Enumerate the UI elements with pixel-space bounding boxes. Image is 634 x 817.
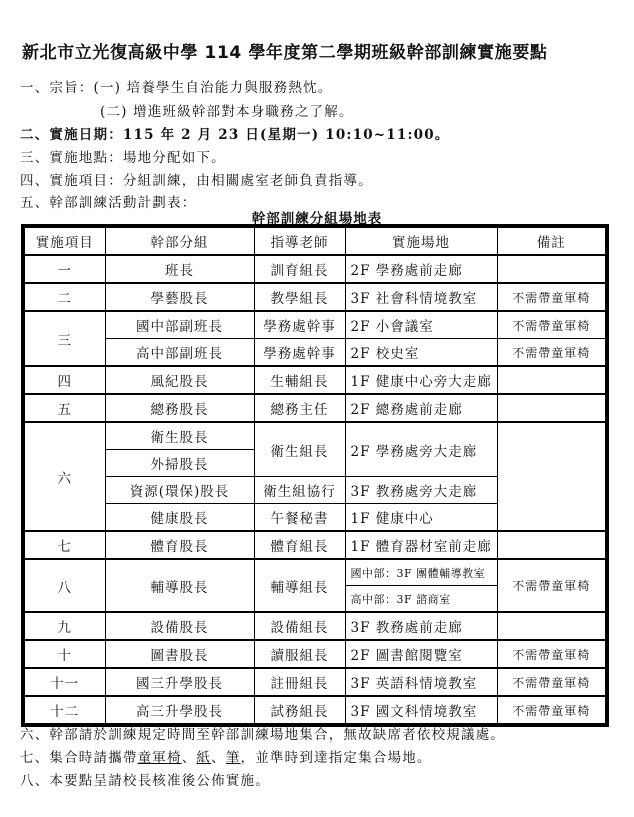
row-note: 不需帶童軍椅 bbox=[497, 668, 607, 696]
table-row bbox=[23, 283, 607, 311]
row-group: 圖書股長 bbox=[105, 640, 254, 668]
table-row bbox=[23, 366, 607, 394]
row-note bbox=[497, 255, 607, 283]
header-teacher: 指導老師 bbox=[254, 226, 345, 255]
row-teacher: 衛生組協行 bbox=[254, 477, 345, 504]
row-note bbox=[497, 394, 607, 422]
table-row bbox=[23, 255, 607, 283]
header-item: 實施項目 bbox=[23, 226, 105, 255]
date-line: 二、實施日期：115 年 2 月 23 日(星期一) 10:10~11:00。 bbox=[20, 127, 450, 143]
row-location: 3F 教務處前走廊 bbox=[345, 612, 497, 640]
table-row bbox=[23, 559, 607, 586]
row-group: 國三升學股長 bbox=[105, 668, 254, 696]
items-line: 四、實施項目：分組訓練，由相關處室老師負責指導。 bbox=[20, 173, 373, 189]
training-venue-table bbox=[21, 224, 609, 727]
table-header-row bbox=[23, 226, 607, 255]
row-note bbox=[497, 422, 607, 531]
table-caption: 幹部訓練分組場地表 bbox=[251, 211, 383, 227]
row-item: 八 bbox=[23, 559, 105, 612]
row-location: 3F 國文科情境教室 bbox=[345, 696, 497, 725]
footer-line-seven bbox=[20, 746, 432, 766]
row-teacher: 總務主任 bbox=[254, 394, 345, 422]
table-row bbox=[23, 612, 607, 640]
row-group: 高三升學股長 bbox=[105, 696, 254, 725]
row-group: 輔導股長 bbox=[105, 559, 254, 612]
row-location: 1F 體育器材室前走廊 bbox=[345, 531, 497, 559]
plan-line: 五、幹部訓練活動計劃表： bbox=[20, 195, 197, 211]
row-item: 七 bbox=[23, 531, 105, 559]
row-note: 不需帶童軍椅 bbox=[497, 559, 607, 612]
row-item: 二 bbox=[23, 283, 105, 311]
purpose-line-2: (二) 增進班級幹部對本身職務之了解。 bbox=[100, 104, 354, 120]
table-row bbox=[23, 696, 607, 725]
header-note: 備註 bbox=[497, 226, 607, 255]
row-teacher: 教學組長 bbox=[254, 283, 345, 311]
row-group: 高中部副班長 bbox=[105, 339, 254, 367]
row-location: 2F 圖書館閱覽室 bbox=[345, 640, 497, 668]
row-teacher: 註冊組長 bbox=[254, 668, 345, 696]
seven-suffix: ，並準時到達指定集合場地。 bbox=[240, 750, 432, 766]
row-item: 一 bbox=[23, 255, 105, 283]
row-teacher: 試務組長 bbox=[254, 696, 345, 725]
row-location: 高中部：3F 諮商室 bbox=[345, 586, 497, 613]
row-location: 國中部：3F 團體輔導教室 bbox=[345, 559, 497, 586]
row-teacher: 訓育組長 bbox=[254, 255, 345, 283]
row-note: 不需帶童軍椅 bbox=[497, 283, 607, 311]
footer-line-eight: 八、本要點呈請校長核准後公佈實施。 bbox=[20, 773, 270, 789]
separator: 、 bbox=[211, 750, 226, 766]
row-item: 十一 bbox=[23, 668, 105, 696]
row-location: 2F 校史室 bbox=[345, 339, 497, 367]
location-line: 三、實施地點：場地分配如下。 bbox=[20, 150, 226, 166]
row-note bbox=[497, 612, 607, 640]
row-item: 三 bbox=[23, 311, 105, 366]
row-group: 風紀股長 bbox=[105, 366, 254, 394]
row-note bbox=[497, 531, 607, 559]
table-row bbox=[23, 531, 607, 559]
item-scout-chair: 童軍椅 bbox=[137, 750, 182, 766]
row-location: 2F 學務處旁大走廊 bbox=[345, 422, 497, 477]
row-location: 1F 健康中心 bbox=[345, 504, 497, 532]
row-group: 班長 bbox=[105, 255, 254, 283]
row-teacher: 讀服組長 bbox=[254, 640, 345, 668]
row-teacher: 輔導組長 bbox=[254, 559, 345, 612]
purpose-line-1: 一、宗旨：(一) 培養學生自治能力與服務熱忱。 bbox=[20, 80, 333, 96]
row-teacher: 學務處幹事 bbox=[254, 339, 345, 367]
row-item: 四 bbox=[23, 366, 105, 394]
seven-prefix: 七、集合時請攜帶 bbox=[20, 750, 138, 766]
row-group: 國中部副班長 bbox=[105, 311, 254, 339]
table-row bbox=[23, 422, 607, 450]
row-teacher: 生輔組長 bbox=[254, 366, 345, 394]
row-item: 九 bbox=[23, 612, 105, 640]
table-row bbox=[23, 640, 607, 668]
item-paper: 紙 bbox=[196, 750, 212, 766]
row-location: 2F 總務處前走廊 bbox=[345, 394, 497, 422]
header-location: 實施場地 bbox=[345, 226, 497, 255]
row-location: 1F 健康中心旁大走廊 bbox=[345, 366, 497, 394]
document-title: 新北市立光復高級中學 114 學年度第二學期班級幹部訓練實施要點 bbox=[22, 43, 548, 63]
table-row bbox=[23, 339, 607, 367]
row-group: 衛生股長 bbox=[105, 422, 254, 450]
row-location: 2F 學務處前走廊 bbox=[345, 255, 497, 283]
row-group: 設備股長 bbox=[105, 612, 254, 640]
row-item: 十二 bbox=[23, 696, 105, 725]
separator: 、 bbox=[181, 750, 197, 766]
row-note: 不需帶童軍椅 bbox=[497, 311, 607, 339]
row-group: 健康股長 bbox=[105, 504, 254, 532]
row-group: 總務股長 bbox=[105, 394, 254, 422]
row-location: 3F 教務處旁大走廊 bbox=[345, 477, 497, 504]
row-teacher: 學務處幹事 bbox=[254, 311, 345, 339]
row-teacher: 衛生組長 bbox=[254, 422, 345, 477]
row-item: 五 bbox=[23, 394, 105, 422]
row-location: 3F 英語科情境教室 bbox=[345, 668, 497, 696]
row-teacher: 午餐秘書 bbox=[254, 504, 345, 532]
row-group: 外掃股長 bbox=[105, 450, 254, 477]
row-group: 體育股長 bbox=[105, 531, 254, 559]
header-group: 幹部分組 bbox=[105, 226, 254, 255]
row-item: 六 bbox=[23, 422, 105, 531]
row-group: 資源(環保)股長 bbox=[105, 477, 254, 504]
row-teacher: 體育組長 bbox=[254, 531, 345, 559]
item-pen: 筆 bbox=[225, 750, 241, 766]
row-item: 十 bbox=[23, 640, 105, 668]
row-teacher: 設備組長 bbox=[254, 612, 345, 640]
row-note bbox=[497, 366, 607, 394]
table-row bbox=[23, 394, 607, 422]
table-row bbox=[23, 311, 607, 339]
row-group: 學藝股長 bbox=[105, 283, 254, 311]
row-location: 3F 社會科情境教室 bbox=[345, 283, 497, 311]
table-row bbox=[23, 668, 607, 696]
row-note: 不需帶童軍椅 bbox=[497, 339, 607, 367]
row-note: 不需帶童軍椅 bbox=[497, 696, 607, 725]
footer-line-six: 六、幹部請於訓練規定時間至幹部訓練場地集合，無故缺席者依校規議處。 bbox=[20, 727, 506, 743]
row-note: 不需帶童軍椅 bbox=[497, 640, 607, 668]
row-location: 2F 小會議室 bbox=[345, 311, 497, 339]
